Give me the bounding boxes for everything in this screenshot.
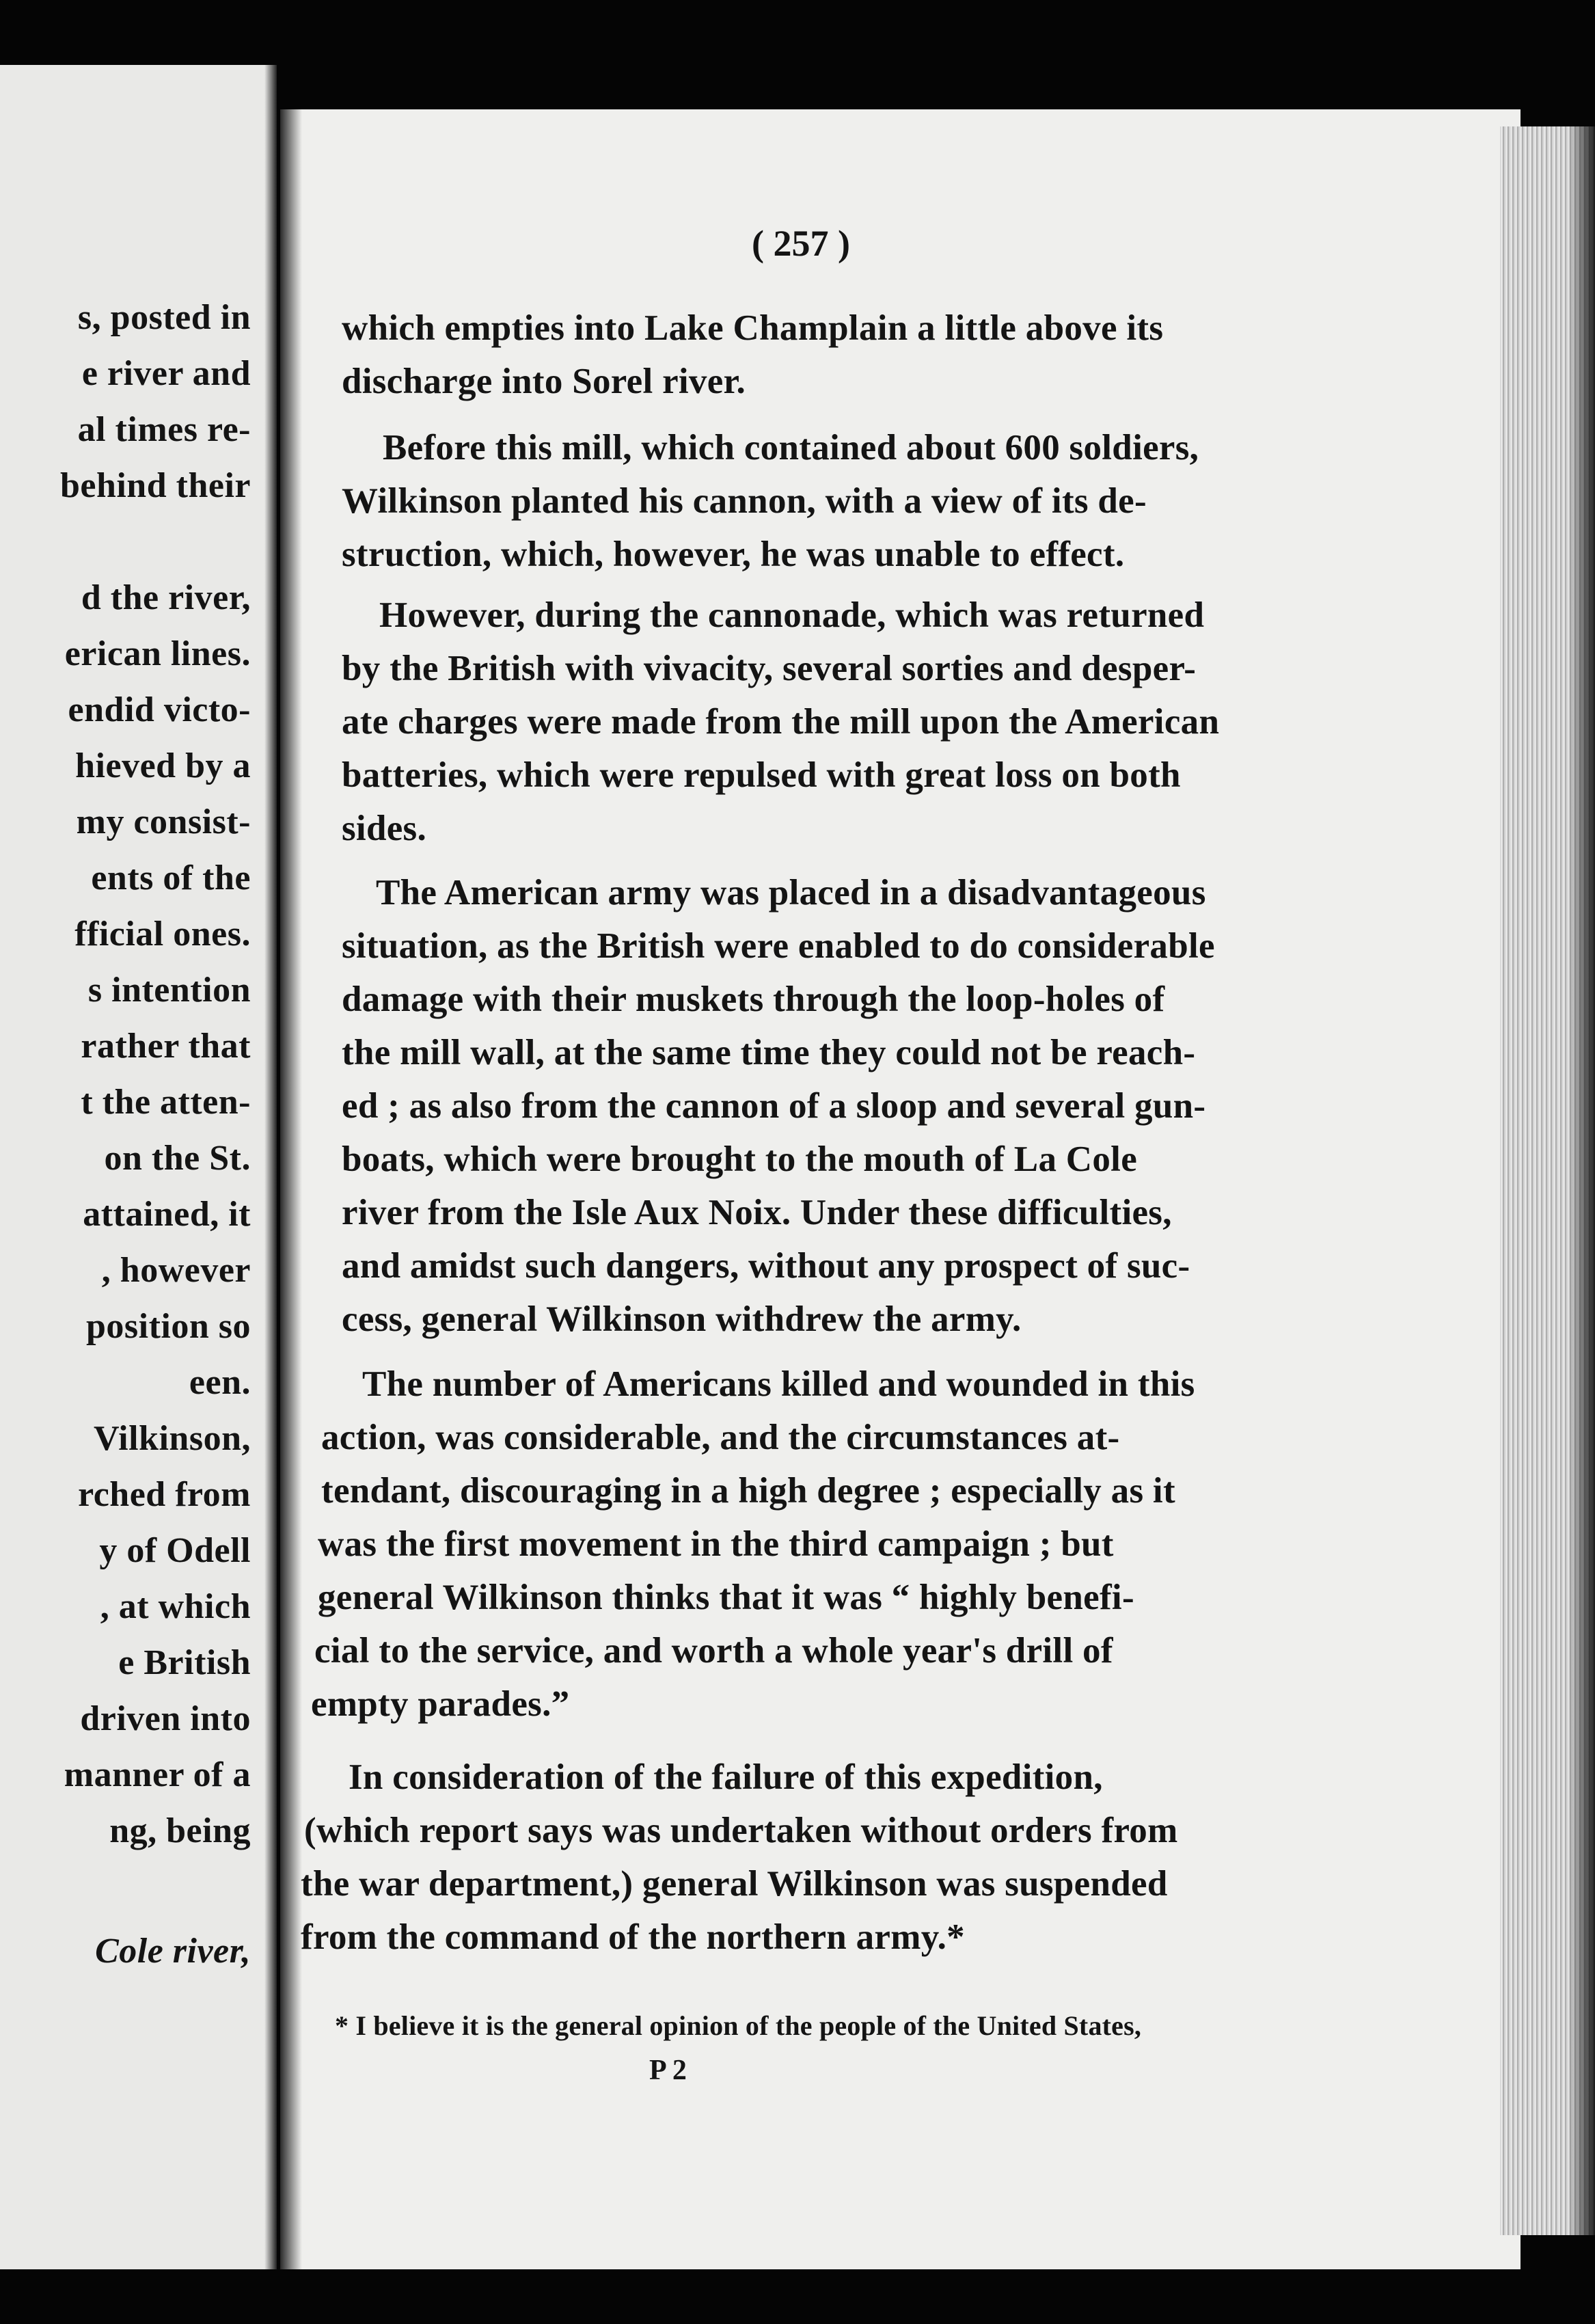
body-line: discharge into Sorel river. [342,362,746,401]
page-edge-shadow [1568,126,1595,2235]
left-line: Cole river, [95,1932,251,1971]
left-line: Vilkinson, [94,1419,251,1458]
body-line: The American army was placed in a disadvantageous [376,873,1206,913]
body-line: situation, as the British were enabled to do considerable [342,926,1215,966]
signature-mark: P 2 [649,2055,687,2086]
page-number: ( 257 ) [752,223,850,264]
left-line: fficial ones. [74,915,251,954]
body-line: ed ; as also from the cannon of a sloop and several gun- [342,1086,1206,1126]
body-line: Wilkinson planted his cannon, with a view of its de- [342,481,1147,521]
body-line: ate charges were made from the mill upon the American [342,702,1220,742]
left-line: , at which [100,1587,251,1626]
left-line: ents of the [91,859,251,897]
body-line: In consideration of the failure of this expedition, [349,1757,1103,1797]
left-line: s, posted in [77,298,251,337]
body-line: which empties into Lake Champlain a little above its [342,308,1164,348]
body-line: cial to the service, and worth a whole year's drill of [314,1631,1113,1671]
body-line: damage with their muskets through the loop-holes of [342,979,1165,1019]
body-line: Before this mill, which contained about 600 soldiers, [383,428,1199,468]
left-line: on the St. [104,1139,251,1178]
body-line: action, was considerable, and the circumstances at- [321,1418,1120,1457]
left-line: behind their [59,466,251,505]
body-line: river from the Isle Aux Noix. Under these difficulties, [342,1193,1172,1232]
body-line: However, during the cannonade, which was returned [379,595,1205,635]
left-line: , however [101,1251,251,1290]
body-line: (which report says was undertaken without orders from [304,1811,1178,1850]
left-line: een. [189,1363,251,1402]
left-line: e river and [81,354,251,393]
left-line: ng, being [109,1811,251,1850]
body-line: empty parades.” [311,1684,570,1724]
body-line: the mill wall, at the same time they could not be reach- [342,1033,1196,1072]
left-page [0,65,277,2269]
left-line: s intention [87,971,251,1010]
body-line: boats, which were brought to the mouth of La Cole [342,1139,1138,1179]
book-gutter [264,65,277,2269]
body-line: sides. [342,809,427,848]
body-line: cess, general Wilkinson withdrew the army. [342,1299,1022,1339]
body-line: tendant, discouraging in a high degree ; especially as it [321,1471,1175,1511]
left-line: hieved by a [75,746,251,785]
left-line: erican lines. [64,634,251,673]
left-line: endid victo- [68,690,251,729]
body-line: was the first movement in the third campaign ; but [318,1524,1114,1564]
body-line: and amidst such dangers, without any prospect of suc- [342,1246,1190,1286]
body-line: by the British with vivacity, several sorties and desper- [342,649,1197,688]
left-line: my consist- [76,802,251,841]
body-line: batteries, which were repulsed with great loss on both [342,755,1181,795]
left-line: attained, it [83,1195,251,1234]
page-stack-edge [1500,126,1595,2235]
left-line: al times re- [77,410,251,449]
left-line: driven into [80,1699,251,1738]
left-line: position so [85,1307,251,1346]
left-line: y of Odell [99,1531,251,1570]
left-line: manner of a [64,1755,251,1794]
body-line: The number of Americans killed and wounded in this [362,1364,1195,1404]
left-line: e British [118,1643,251,1682]
left-line: rather that [81,1027,251,1066]
body-line: the war department,) general Wilkinson was suspended [301,1864,1168,1904]
footnote: * I believe it is the general opinion of the people of the United States, [335,2010,1142,2041]
left-line: t the atten- [81,1083,251,1122]
body-line: struction, which, however, he was unable to effect. [342,535,1125,574]
left-line: rched from [78,1475,251,1514]
left-page-text [0,65,263,2269]
left-line: d the river, [81,578,251,617]
page-fold-shadow [280,109,302,2269]
body-line: from the command of the northern army.* [301,1917,965,1957]
body-line: general Wilkinson thinks that it was “ highly benefi- [318,1578,1134,1617]
